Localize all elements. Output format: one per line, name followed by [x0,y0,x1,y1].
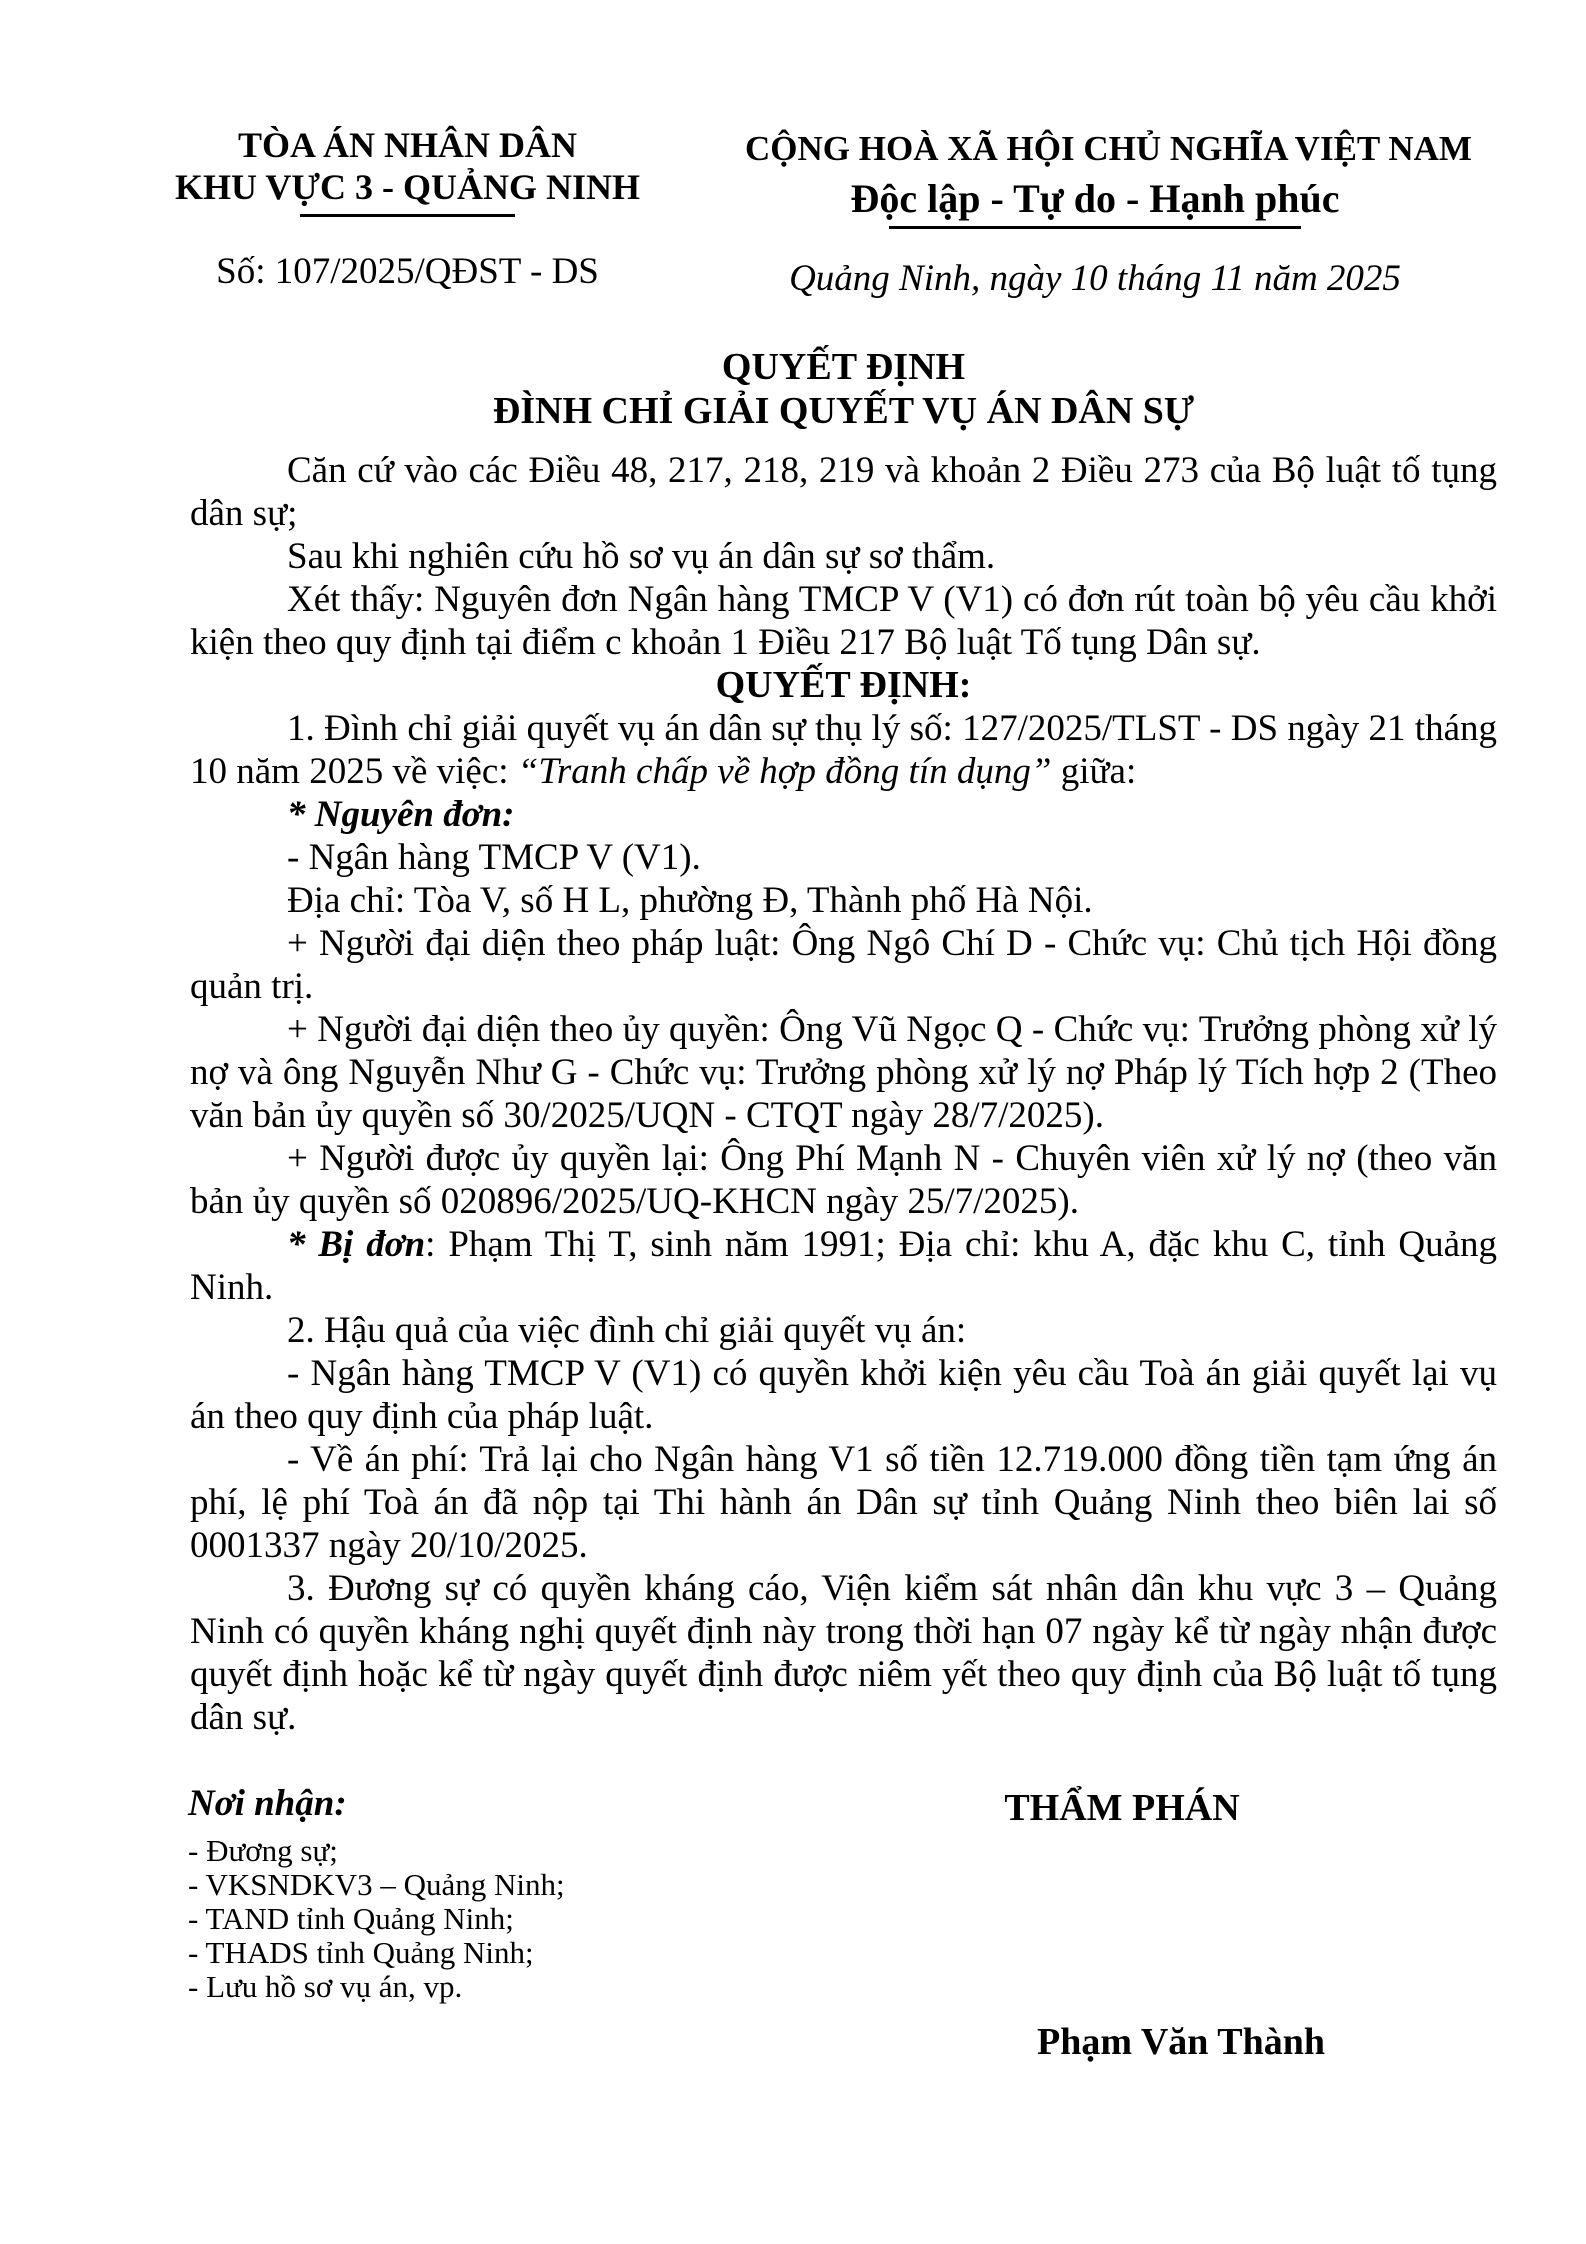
para-ngan-hang [190,836,1497,879]
national-title: CỘNG HOÀ XÃ HỘI CHỦ NGHĨA VIỆT NAM [745,129,1472,168]
para-dinh-chi [190,707,1497,793]
recipient-item: - THADS tỉnh Quảng Ninh; [188,1935,534,1970]
court-header-block [170,124,645,293]
recipient-item: - VKSNDKV3 – Quảng Ninh; [188,1867,565,1902]
para-xet-thay [190,578,1497,664]
date-line: Quảng Ninh, ngày 10 tháng 11 năm 2025 [789,258,1401,299]
text-run: 1. Đình chỉ giải quyết vụ án dân sự thụ lý số: 127/2025/TLST - DS ngày 21 tháng 10 năm 2025 về việc: [190,708,1497,792]
text-run: Địa chỉ: Tòa V, số H L, phường Đ, Thành phố Hà Nội. [287,880,1093,921]
text-run: + Người được ủy quyền lại: Ông Phí Mạnh N - Chuyên viên xử lý nợ (theo văn bản ủy quyền số 020896/2025/UQ-KHCN ngày 25/7/2025). [190,1138,1497,1222]
para-quyen-khoi-kien [190,1352,1497,1438]
recipients-label: Nơi nhận: [188,1783,347,1824]
para-dai-dien-uy-quyen [190,1008,1497,1137]
text-run: - Ngân hàng TMCP V (V1). [287,837,701,878]
para-khang-cao [190,1567,1497,1739]
court-name-line1: TÒA ÁN NHÂN DÂN [237,125,577,165]
judge-title: THẨM PHÁN [1004,1787,1240,1829]
text-run: + Người đại diện theo ủy quyền: Ông Vũ Ngọc Q - Chức vụ: Trưởng phòng xử lý nợ và ông Nguyễn Như G - Chức vụ: Trưởng phòng xử lý nợ Pháp lý Tích hợp 2 (Theo văn bản ủy quyền số 30/2025/UQN - CTQT ngày 28/7/2025). [190,1009,1497,1136]
para-dai-dien-phap-luat [190,922,1497,1008]
header-rule-right [889,226,1301,229]
text-run: * Bị đơn [287,1224,426,1265]
decision-title-block [190,345,1497,433]
para-can-cu [190,449,1497,535]
text-run: giữa: [1051,751,1137,792]
para-uy-quyen-lai [190,1137,1497,1223]
text-run: Xét thấy: Nguyên đơn Ngân hàng TMCP V (V1) có đơn rút toàn bộ yêu cầu khởi kiện theo quy định tại điểm c khoản 1 Điều 217 Bộ luật Tố tụng Dân sự. [190,579,1497,663]
court-name-line2: KHU VỰC 3 - QUẢNG NINH [175,167,640,207]
decision-title: QUYẾT ĐỊNH [721,346,966,388]
national-header-block [745,128,1472,300]
text-run: * Nguyên đơn: [287,794,515,835]
para-nguyen-don-label [190,793,1497,836]
para-an-phi [190,1438,1497,1567]
decision-subtitle: ĐÌNH CHỈ GIẢI QUYẾT VỤ ÁN DÂN SỰ [492,390,1195,432]
header-rule-left [300,214,515,217]
text-run: 3. Đương sự có quyền kháng cáo, Viện kiểm sát nhân dân khu vực 3 – Quảng Ninh có quyền kháng nghị quyết định này trong thời hạn 07 ngày kể từ ngày nhận được quyết định hoặc kể từ ngày quyết định được niêm yết theo quy định của Bộ luật tố tụng dân sự. [190,1568,1497,1738]
text-run: QUYẾT ĐỊNH: [715,664,972,706]
heading-quyet-dinh [190,664,1497,707]
text-run: 2. Hậu quả của việc đình chỉ giải quyết vụ án: [287,1310,967,1351]
recipient-item: - TAND tỉnh Quảng Ninh; [188,1901,514,1936]
para-hau-qua [190,1309,1497,1352]
recipient-item: - Đương sự; [188,1833,338,1868]
national-motto: Độc lập - Tự do - Hạnh phúc [850,176,1340,221]
document-number: Số: 107/2025/QĐST - DS [216,251,599,292]
para-dia-chi [190,879,1497,922]
recipient-item: - Lưu hồ sơ vụ án, vp. [188,1969,463,2004]
document-body [190,449,1497,1739]
recipients-list [188,1834,565,2004]
judge-name: Phạm Văn Thành [1037,2021,1325,2063]
text-run: - Ngân hàng TMCP V (V1) có quyền khởi kiện yêu cầu Toà án giải quyết lại vụ án theo quy định của pháp luật. [190,1353,1497,1437]
para-bi-don [190,1223,1497,1309]
para-sau-khi [190,535,1497,578]
text-run: Sau khi nghiên cứu hồ sơ vụ án dân sự sơ thẩm. [287,536,996,577]
text-run: “Tranh chấp về hợp đồng tín dụng” [517,751,1052,792]
text-run: - Về án phí: Trả lại cho Ngân hàng V1 số tiền 12.719.000 đồng tiền tạm ứng án phí, lệ phí Toà án đã nộp tại Thi hành án Dân sự tỉnh Quảng Ninh theo biên lai số 0001337 ngày 20/10/2025. [190,1439,1497,1566]
text-run: : Phạm Thị T, sinh năm 1991; Địa chỉ: khu A, đặc khu C, tỉnh Quảng Ninh. [190,1224,1497,1308]
text-run: + Người đại diện theo pháp luật: Ông Ngô Chí D - Chức vụ: Chủ tịch Hội đồng quản trị. [190,923,1497,1007]
text-run: Căn cứ vào các Điều 48, 217, 218, 219 và khoản 2 Điều 273 của Bộ luật tố tụng dân sự; [190,450,1497,534]
